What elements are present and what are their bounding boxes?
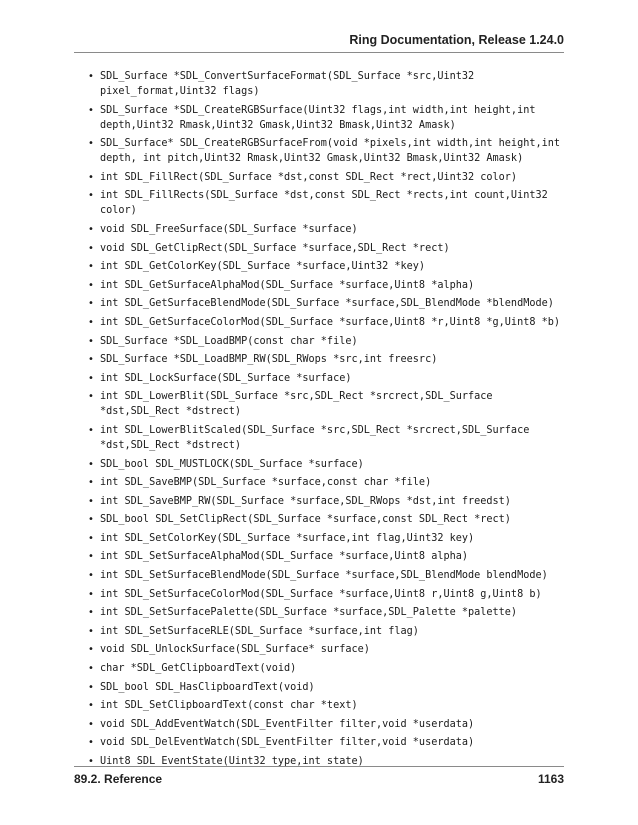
function-signature: SDL_bool SDL_SetClipRect(SDL_Surface *surface,const SDL_Rect *rect): [100, 514, 511, 526]
bullet-icon: •: [88, 718, 94, 730]
function-signature-item: [88, 389, 568, 419]
function-signature-item: [88, 717, 568, 732]
function-signature: int SDL_LowerBlitScaled(SDL_Surface *src,SDL_Rect *srcrect,SDL_Surface *dst,SDL_Rect *dstrect): [100, 424, 536, 451]
bullet-icon: •: [88, 570, 94, 582]
function-signature-item: [88, 222, 568, 237]
function-signature: int SDL_LowerBlit(SDL_Surface *src,SDL_Rect *srcrect,SDL_Surface *dst,SDL_Rect *dstrect): [100, 391, 499, 418]
bullet-icon: •: [88, 138, 94, 150]
function-signature: char *SDL_GetClipboardText(void): [100, 663, 297, 675]
bullet-icon: •: [88, 644, 94, 656]
function-signature: int SDL_SetSurfaceColorMod(SDL_Surface *surface,Uint8 r,Uint8 g,Uint8 b): [100, 588, 542, 600]
function-signature: void SDL_GetClipRect(SDL_Surface *surface,SDL_Rect *rect): [100, 242, 450, 254]
bullet-icon: •: [88, 242, 94, 254]
bullet-icon: •: [88, 279, 94, 291]
function-signature: Uint8 SDL_EventState(Uint32 type,int state): [100, 756, 364, 767]
function-signature: SDL_Surface* SDL_CreateRGBSurfaceFrom(void *pixels,int width,int height,int depth, int pitch,Uint32 Rmask,Uint32 Gmask,Uint32 Bmask,Uint32 Amask): [100, 138, 567, 165]
function-signature: void SDL_UnlockSurface(SDL_Surface* surface): [100, 644, 370, 656]
bullet-icon: •: [88, 756, 94, 767]
bullet-icon: •: [88, 663, 94, 675]
bullet-icon: •: [88, 424, 94, 436]
bullet-icon: •: [88, 71, 94, 82]
function-signature-item: [88, 568, 568, 583]
function-signature: SDL_bool SDL_MUSTLOCK(SDL_Surface *surface): [100, 458, 364, 470]
function-signature: int SDL_SetSurfaceRLE(SDL_Surface *surface,int flag): [100, 625, 419, 637]
bullet-icon: •: [88, 681, 94, 693]
function-signature: SDL_Surface *SDL_LoadBMP_RW(SDL_RWops *src,int freesrc): [100, 354, 438, 366]
function-signature-item: [88, 698, 568, 713]
bullet-icon: •: [88, 477, 94, 489]
function-signature: int SDL_GetSurfaceColorMod(SDL_Surface *surface,Uint8 *r,Uint8 *g,Uint8 *b): [100, 316, 561, 328]
function-signature: int SDL_SetClipboardText(const char *text): [100, 700, 358, 712]
bullet-icon: •: [88, 737, 94, 749]
function-signature: int SDL_SetSurfaceAlphaMod(SDL_Surface *surface,Uint8 alpha): [100, 551, 469, 563]
bullet-icon: •: [88, 458, 94, 470]
function-signature: int SDL_SetSurfacePalette(SDL_Surface *surface,SDL_Palette *palette): [100, 607, 518, 619]
bullet-icon: •: [88, 223, 94, 235]
function-signature: SDL_bool SDL_HasClipboardText(void): [100, 681, 315, 693]
function-signature-item: [88, 531, 568, 546]
function-signature: int SDL_LockSurface(SDL_Surface *surface): [100, 372, 352, 384]
function-list: [88, 69, 568, 773]
function-signature: int SDL_SaveBMP_RW(SDL_Surface *surface,SDL_RWops *dst,int freedst): [100, 495, 511, 507]
page-number: 1163: [537, 772, 564, 786]
function-signature-item: [88, 494, 568, 509]
function-signature-item: [88, 549, 568, 564]
bullet-icon: •: [88, 625, 94, 637]
function-signature: SDL_Surface *SDL_CreateRGBSurface(Uint32 flags,int width,int height,int depth,Uint32 Rmask,Uint32 Gmask,Uint32 Bmask,Uint32 Amask): [100, 104, 542, 131]
function-signature-item: [88, 642, 568, 657]
function-signature: int SDL_SetSurfaceBlendMode(SDL_Surface *surface,SDL_BlendMode blendMode): [100, 570, 548, 582]
bullet-icon: •: [88, 354, 94, 366]
section-label: 89.2. Reference: [74, 772, 163, 786]
function-signature-item: [88, 315, 568, 330]
function-signature-item: [88, 103, 568, 133]
bullet-icon: •: [88, 316, 94, 328]
bullet-icon: •: [88, 104, 94, 116]
function-signature: SDL_Surface *SDL_LoadBMP(const char *file): [100, 335, 358, 347]
bullet-icon: •: [88, 588, 94, 600]
function-signature-item: [88, 188, 568, 218]
function-signature: int SDL_GetColorKey(SDL_Surface *surface,Uint32 *key): [100, 261, 426, 273]
bullet-icon: •: [88, 171, 94, 183]
bullet-icon: •: [88, 700, 94, 712]
bullet-icon: •: [88, 335, 94, 347]
function-signature-item: [88, 680, 568, 695]
page-footer: [74, 766, 564, 789]
bullet-icon: •: [88, 551, 94, 563]
function-signature-item: [88, 278, 568, 293]
bullet-icon: •: [88, 372, 94, 384]
function-signature-item: [88, 69, 568, 99]
function-signature-item: [88, 296, 568, 311]
function-signature-item: [88, 661, 568, 676]
function-signature: int SDL_GetSurfaceBlendMode(SDL_Surface *surface,SDL_BlendMode *blendMode): [100, 298, 554, 310]
function-signature-item: [88, 136, 568, 166]
function-signature: void SDL_AddEventWatch(SDL_EventFilter filter,void *userdata): [100, 718, 475, 730]
bullet-icon: •: [88, 532, 94, 544]
function-signature: int SDL_GetSurfaceAlphaMod(SDL_Surface *surface,Uint8 *alpha): [100, 279, 475, 291]
bullet-icon: •: [88, 391, 94, 403]
function-signature: int SDL_SetColorKey(SDL_Surface *surface,int flag,Uint32 key): [100, 532, 475, 544]
function-signature-item: [88, 735, 568, 750]
bullet-icon: •: [88, 607, 94, 619]
function-signature-item: [88, 587, 568, 602]
function-signature-item: [88, 334, 568, 349]
function-signature-item: [88, 512, 568, 527]
bullet-icon: •: [88, 495, 94, 507]
bullet-icon: •: [88, 514, 94, 526]
function-signature: int SDL_FillRects(SDL_Surface *dst,const SDL_Rect *rects,int count,Uint32 color): [100, 190, 554, 217]
function-signature: int SDL_SaveBMP(SDL_Surface *surface,const char *file): [100, 477, 432, 489]
function-signature: SDL_Surface *SDL_ConvertSurfaceFormat(SDL_Surface *src,Uint32 pixel_format,Uint32 flags): [100, 71, 481, 97]
bullet-icon: •: [88, 190, 94, 202]
function-signature-item: [88, 241, 568, 256]
function-signature: int SDL_FillRect(SDL_Surface *dst,const SDL_Rect *rect,Uint32 color): [100, 171, 518, 183]
function-signature-item: [88, 457, 568, 472]
document-title: Ring Documentation, Release 1.24.0: [349, 33, 564, 47]
function-signature-item: [88, 624, 568, 639]
page-header: [74, 30, 564, 53]
function-signature: void SDL_FreeSurface(SDL_Surface *surface): [100, 223, 358, 235]
function-signature-item: [88, 423, 568, 453]
function-signature-item: [88, 371, 568, 386]
bullet-icon: •: [88, 298, 94, 310]
bullet-icon: •: [88, 261, 94, 273]
function-signature-item: [88, 259, 568, 274]
function-signature-item: [88, 475, 568, 490]
function-signature-item: [88, 605, 568, 620]
function-signature: void SDL_DelEventWatch(SDL_EventFilter filter,void *userdata): [100, 737, 475, 749]
function-signature-item: [88, 352, 568, 367]
function-signature-item: [88, 170, 568, 185]
